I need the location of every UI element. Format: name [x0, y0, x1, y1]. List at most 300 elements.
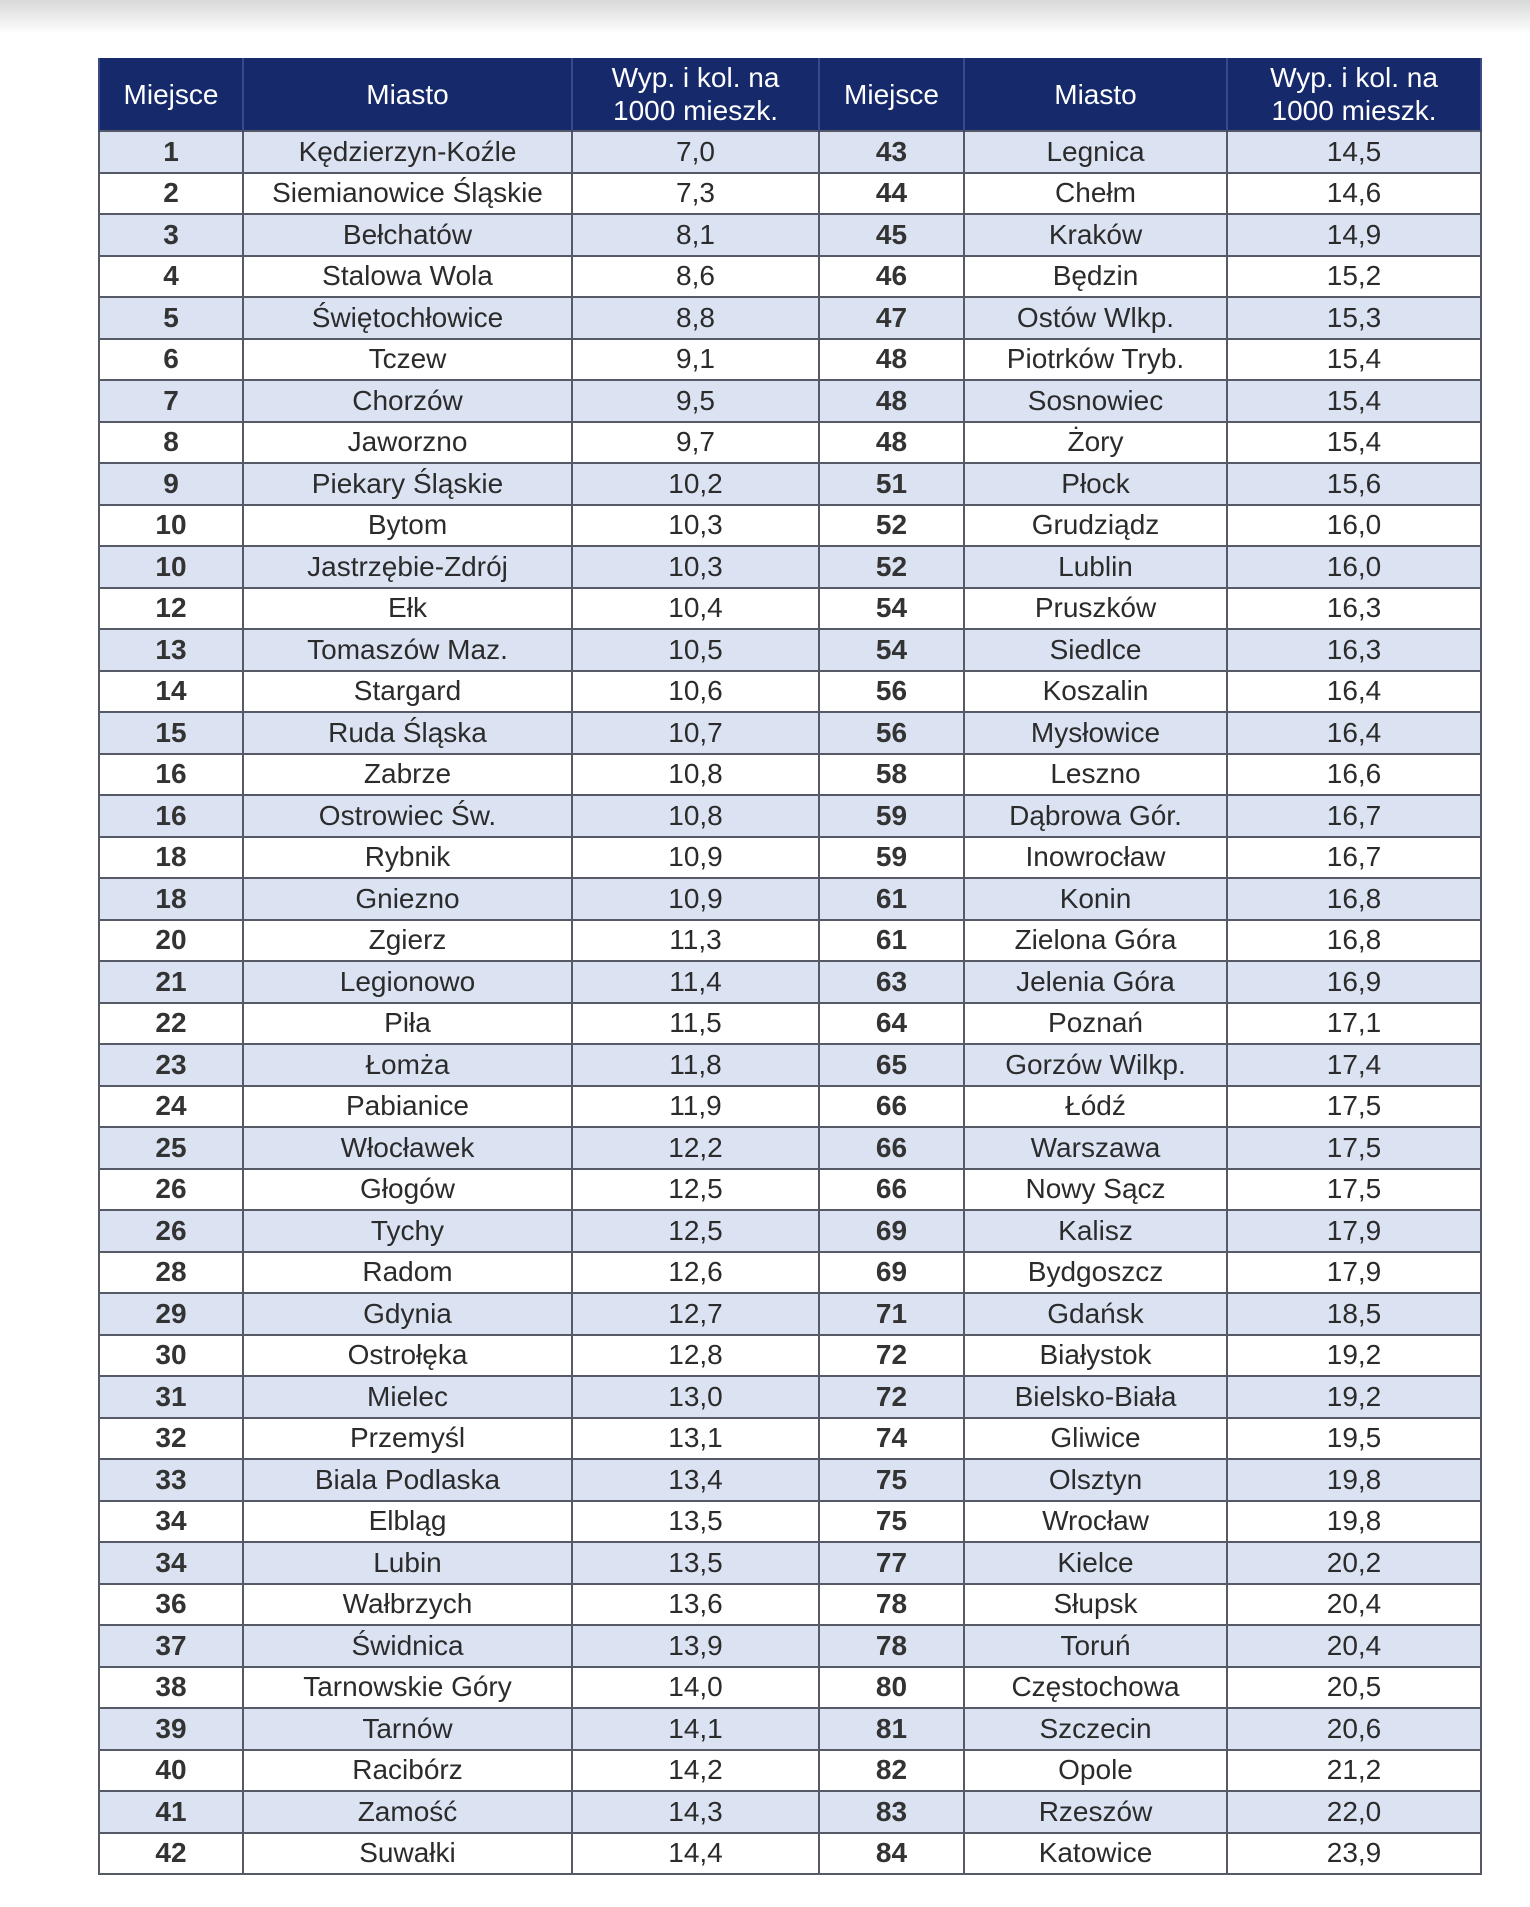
right-value-cell: 15,4 — [1227, 339, 1481, 381]
right-value-cell: 16,4 — [1227, 712, 1481, 754]
right-rank-cell: 65 — [819, 1044, 964, 1086]
right-city-cell: Białystok — [964, 1335, 1227, 1377]
header-value-line1: Wyp. i kol. na — [1270, 62, 1438, 93]
left-city-cell: Biala Podlaska — [243, 1459, 572, 1501]
header-city-left: Miasto — [243, 58, 572, 131]
left-value-cell: 13,6 — [572, 1584, 819, 1626]
left-city-cell: Rybnik — [243, 837, 572, 879]
right-city-cell: Jelenia Góra — [964, 961, 1227, 1003]
right-rank-cell: 44 — [819, 173, 964, 215]
left-city-cell: Tarnowskie Góry — [243, 1667, 572, 1709]
table-row — [99, 546, 1481, 588]
left-city-cell: Elbląg — [243, 1501, 572, 1543]
right-city-cell: Wrocław — [964, 1501, 1227, 1543]
left-value-cell: 14,3 — [572, 1791, 819, 1833]
right-value-cell: 14,9 — [1227, 214, 1481, 256]
right-value-cell: 16,6 — [1227, 754, 1481, 796]
left-city-cell: Kędzierzyn-Koźle — [243, 131, 572, 173]
table-row — [99, 339, 1481, 381]
right-value-cell: 19,8 — [1227, 1459, 1481, 1501]
left-rank-cell: 36 — [99, 1584, 243, 1626]
left-rank-cell: 29 — [99, 1293, 243, 1335]
top-shade — [0, 0, 1530, 34]
left-rank-cell: 23 — [99, 1044, 243, 1086]
right-city-cell: Legnica — [964, 131, 1227, 173]
right-city-cell: Rzeszów — [964, 1791, 1227, 1833]
left-value-cell: 8,6 — [572, 256, 819, 298]
right-value-cell: 17,4 — [1227, 1044, 1481, 1086]
right-value-cell: 22,0 — [1227, 1791, 1481, 1833]
right-rank-cell: 58 — [819, 754, 964, 796]
table-row — [99, 1833, 1481, 1875]
left-city-cell: Bytom — [243, 505, 572, 547]
right-value-cell: 16,7 — [1227, 795, 1481, 837]
right-rank-cell: 64 — [819, 1003, 964, 1045]
right-city-cell: Bydgoszcz — [964, 1252, 1227, 1294]
right-value-cell: 23,9 — [1227, 1833, 1481, 1875]
left-value-cell: 13,0 — [572, 1376, 819, 1418]
header-city-right: Miasto — [964, 58, 1227, 131]
right-value-cell: 16,7 — [1227, 837, 1481, 879]
right-city-cell: Gorzów Wilkp. — [964, 1044, 1227, 1086]
left-city-cell: Ruda Śląska — [243, 712, 572, 754]
table-row — [99, 463, 1481, 505]
right-city-cell: Poznań — [964, 1003, 1227, 1045]
right-city-cell: Lublin — [964, 546, 1227, 588]
right-value-cell: 18,5 — [1227, 1293, 1481, 1335]
right-city-cell: Konin — [964, 878, 1227, 920]
right-rank-cell: 72 — [819, 1376, 964, 1418]
left-value-cell: 8,8 — [572, 297, 819, 339]
right-rank-cell: 48 — [819, 339, 964, 381]
left-value-cell: 10,9 — [572, 878, 819, 920]
right-rank-cell: 66 — [819, 1169, 964, 1211]
right-city-cell: Nowy Sącz — [964, 1169, 1227, 1211]
table-row — [99, 878, 1481, 920]
left-rank-cell: 15 — [99, 712, 243, 754]
header-value-line1: Wyp. i kol. na — [611, 62, 780, 93]
left-value-cell: 7,0 — [572, 131, 819, 173]
right-value-cell: 17,5 — [1227, 1169, 1481, 1211]
left-rank-cell: 16 — [99, 754, 243, 796]
left-city-cell: Lubin — [243, 1542, 572, 1584]
table-header — [99, 58, 1481, 131]
left-rank-cell: 22 — [99, 1003, 243, 1045]
table-row — [99, 173, 1481, 215]
left-value-cell: 12,7 — [572, 1293, 819, 1335]
left-value-cell: 12,5 — [572, 1169, 819, 1211]
table-row — [99, 1293, 1481, 1335]
left-value-cell: 9,5 — [572, 380, 819, 422]
right-city-cell: Opole — [964, 1750, 1227, 1792]
right-city-cell: Siedlce — [964, 629, 1227, 671]
left-city-cell: Świętochłowice — [243, 297, 572, 339]
right-city-cell: Gdańsk — [964, 1293, 1227, 1335]
left-value-cell: 13,4 — [572, 1459, 819, 1501]
table-row — [99, 1127, 1481, 1169]
table-row — [99, 422, 1481, 464]
right-city-cell: Ostów Wlkp. — [964, 297, 1227, 339]
right-city-cell: Kalisz — [964, 1210, 1227, 1252]
right-value-cell: 16,8 — [1227, 878, 1481, 920]
right-rank-cell: 80 — [819, 1667, 964, 1709]
right-value-cell: 17,5 — [1227, 1127, 1481, 1169]
table-row — [99, 1667, 1481, 1709]
left-city-cell: Legionowo — [243, 961, 572, 1003]
right-rank-cell: 47 — [819, 297, 964, 339]
right-rank-cell: 51 — [819, 463, 964, 505]
left-value-cell: 10,4 — [572, 588, 819, 630]
right-city-cell: Sosnowiec — [964, 380, 1227, 422]
left-rank-cell: 2 — [99, 173, 243, 215]
left-rank-cell: 5 — [99, 297, 243, 339]
header-value-line2: 1000 mieszk. — [1271, 95, 1437, 126]
left-rank-cell: 18 — [99, 878, 243, 920]
left-city-cell: Ostrowiec Św. — [243, 795, 572, 837]
left-value-cell: 10,8 — [572, 795, 819, 837]
left-rank-cell: 20 — [99, 920, 243, 962]
right-city-cell: Koszalin — [964, 671, 1227, 713]
left-city-cell: Przemyśl — [243, 1418, 572, 1460]
left-rank-cell: 30 — [99, 1335, 243, 1377]
header-rank-left: Miejsce — [99, 58, 243, 131]
right-value-cell: 19,5 — [1227, 1418, 1481, 1460]
table-row — [99, 1335, 1481, 1377]
left-rank-cell: 10 — [99, 546, 243, 588]
left-city-cell: Tarnów — [243, 1708, 572, 1750]
left-city-cell: Włocławek — [243, 1127, 572, 1169]
left-city-cell: Suwałki — [243, 1833, 572, 1875]
right-value-cell: 14,5 — [1227, 131, 1481, 173]
right-city-cell: Szczecin — [964, 1708, 1227, 1750]
table-row — [99, 671, 1481, 713]
left-city-cell: Racibórz — [243, 1750, 572, 1792]
right-city-cell: Pruszków — [964, 588, 1227, 630]
left-value-cell: 13,1 — [572, 1418, 819, 1460]
right-city-cell: Leszno — [964, 754, 1227, 796]
left-rank-cell: 13 — [99, 629, 243, 671]
table-row — [99, 1459, 1481, 1501]
left-city-cell: Ełk — [243, 588, 572, 630]
ranking-table-container — [98, 58, 1480, 1875]
right-city-cell: Kielce — [964, 1542, 1227, 1584]
left-rank-cell: 18 — [99, 837, 243, 879]
left-rank-cell: 4 — [99, 256, 243, 298]
left-rank-cell: 42 — [99, 1833, 243, 1875]
right-rank-cell: 81 — [819, 1708, 964, 1750]
right-value-cell: 15,3 — [1227, 297, 1481, 339]
right-rank-cell: 69 — [819, 1210, 964, 1252]
right-value-cell: 20,2 — [1227, 1542, 1481, 1584]
right-value-cell: 20,4 — [1227, 1584, 1481, 1626]
left-value-cell: 7,3 — [572, 173, 819, 215]
right-rank-cell: 78 — [819, 1584, 964, 1626]
table-row — [99, 1418, 1481, 1460]
left-value-cell: 14,4 — [572, 1833, 819, 1875]
left-city-cell: Mielec — [243, 1376, 572, 1418]
right-city-cell: Częstochowa — [964, 1667, 1227, 1709]
table-row — [99, 1086, 1481, 1128]
left-city-cell: Pabianice — [243, 1086, 572, 1128]
left-rank-cell: 32 — [99, 1418, 243, 1460]
left-value-cell: 14,2 — [572, 1750, 819, 1792]
table-row — [99, 837, 1481, 879]
table-row — [99, 1584, 1481, 1626]
left-value-cell: 13,9 — [572, 1625, 819, 1667]
left-city-cell: Zgierz — [243, 920, 572, 962]
right-value-cell: 19,8 — [1227, 1501, 1481, 1543]
left-city-cell: Gdynia — [243, 1293, 572, 1335]
left-city-cell: Piekary Śląskie — [243, 463, 572, 505]
left-value-cell: 10,2 — [572, 463, 819, 505]
left-city-cell: Głogów — [243, 1169, 572, 1211]
left-value-cell: 13,5 — [572, 1501, 819, 1543]
right-value-cell: 20,4 — [1227, 1625, 1481, 1667]
left-rank-cell: 40 — [99, 1750, 243, 1792]
right-value-cell: 15,4 — [1227, 380, 1481, 422]
header-value-left — [572, 58, 819, 131]
left-value-cell: 8,1 — [572, 214, 819, 256]
left-city-cell: Tczew — [243, 339, 572, 381]
right-rank-cell: 54 — [819, 588, 964, 630]
left-city-cell: Gniezno — [243, 878, 572, 920]
left-value-cell: 12,5 — [572, 1210, 819, 1252]
right-city-cell: Chełm — [964, 173, 1227, 215]
right-city-cell: Dąbrowa Gór. — [964, 795, 1227, 837]
left-value-cell: 10,6 — [572, 671, 819, 713]
table-row — [99, 588, 1481, 630]
table-row — [99, 1501, 1481, 1543]
left-value-cell: 10,3 — [572, 546, 819, 588]
left-rank-cell: 34 — [99, 1542, 243, 1584]
right-rank-cell: 61 — [819, 878, 964, 920]
right-value-cell: 16,4 — [1227, 671, 1481, 713]
left-value-cell: 10,5 — [572, 629, 819, 671]
left-city-cell: Piła — [243, 1003, 572, 1045]
right-rank-cell: 43 — [819, 131, 964, 173]
right-rank-cell: 77 — [819, 1542, 964, 1584]
right-city-cell: Katowice — [964, 1833, 1227, 1875]
table-row — [99, 380, 1481, 422]
right-city-cell: Gliwice — [964, 1418, 1227, 1460]
right-rank-cell: 61 — [819, 920, 964, 962]
left-city-cell: Zabrze — [243, 754, 572, 796]
left-value-cell: 14,0 — [572, 1667, 819, 1709]
right-value-cell: 17,9 — [1227, 1252, 1481, 1294]
right-rank-cell: 59 — [819, 795, 964, 837]
right-city-cell: Łódź — [964, 1086, 1227, 1128]
left-value-cell: 11,5 — [572, 1003, 819, 1045]
right-rank-cell: 69 — [819, 1252, 964, 1294]
left-rank-cell: 31 — [99, 1376, 243, 1418]
right-value-cell: 17,9 — [1227, 1210, 1481, 1252]
right-rank-cell: 52 — [819, 546, 964, 588]
left-value-cell: 13,5 — [572, 1542, 819, 1584]
left-city-cell: Ostrołęka — [243, 1335, 572, 1377]
left-value-cell: 11,8 — [572, 1044, 819, 1086]
left-city-cell: Tomaszów Maz. — [243, 629, 572, 671]
right-rank-cell: 46 — [819, 256, 964, 298]
right-city-cell: Grudziądz — [964, 505, 1227, 547]
table-row — [99, 1003, 1481, 1045]
right-rank-cell: 48 — [819, 422, 964, 464]
header-row — [99, 58, 1481, 131]
left-rank-cell: 41 — [99, 1791, 243, 1833]
right-city-cell: Piotrków Tryb. — [964, 339, 1227, 381]
left-rank-cell: 16 — [99, 795, 243, 837]
right-value-cell: 19,2 — [1227, 1335, 1481, 1377]
table-row — [99, 712, 1481, 754]
table-row — [99, 1210, 1481, 1252]
ranking-table — [98, 58, 1482, 1875]
right-value-cell: 16,0 — [1227, 505, 1481, 547]
right-value-cell: 20,6 — [1227, 1708, 1481, 1750]
left-value-cell: 9,1 — [572, 339, 819, 381]
left-value-cell: 10,8 — [572, 754, 819, 796]
right-rank-cell: 56 — [819, 712, 964, 754]
right-rank-cell: 72 — [819, 1335, 964, 1377]
right-rank-cell: 71 — [819, 1293, 964, 1335]
right-rank-cell: 74 — [819, 1418, 964, 1460]
right-value-cell: 19,2 — [1227, 1376, 1481, 1418]
left-city-cell: Stalowa Wola — [243, 256, 572, 298]
left-city-cell: Stargard — [243, 671, 572, 713]
right-value-cell: 16,8 — [1227, 920, 1481, 962]
table-row — [99, 1252, 1481, 1294]
table-row — [99, 920, 1481, 962]
left-city-cell: Bełchatów — [243, 214, 572, 256]
right-value-cell: 16,0 — [1227, 546, 1481, 588]
left-city-cell: Łomża — [243, 1044, 572, 1086]
table-row — [99, 754, 1481, 796]
right-value-cell: 15,4 — [1227, 422, 1481, 464]
left-city-cell: Radom — [243, 1252, 572, 1294]
left-value-cell: 9,7 — [572, 422, 819, 464]
left-rank-cell: 26 — [99, 1169, 243, 1211]
right-rank-cell: 78 — [819, 1625, 964, 1667]
right-city-cell: Płock — [964, 463, 1227, 505]
right-rank-cell: 75 — [819, 1501, 964, 1543]
right-city-cell: Mysłowice — [964, 712, 1227, 754]
left-rank-cell: 14 — [99, 671, 243, 713]
left-rank-cell: 21 — [99, 961, 243, 1003]
left-city-cell: Siemianowice Śląskie — [243, 173, 572, 215]
table-row — [99, 256, 1481, 298]
right-value-cell: 16,3 — [1227, 588, 1481, 630]
left-value-cell: 10,7 — [572, 712, 819, 754]
header-value-line2: 1000 mieszk. — [613, 95, 778, 126]
left-rank-cell: 33 — [99, 1459, 243, 1501]
left-city-cell: Jastrzębie-Zdrój — [243, 546, 572, 588]
left-value-cell: 11,3 — [572, 920, 819, 962]
left-rank-cell: 12 — [99, 588, 243, 630]
left-rank-cell: 8 — [99, 422, 243, 464]
left-value-cell: 12,2 — [572, 1127, 819, 1169]
header-rank-right: Miejsce — [819, 58, 964, 131]
table-row — [99, 131, 1481, 173]
left-value-cell: 11,9 — [572, 1086, 819, 1128]
right-rank-cell: 54 — [819, 629, 964, 671]
left-city-cell: Świdnica — [243, 1625, 572, 1667]
table-row — [99, 1376, 1481, 1418]
table-row — [99, 629, 1481, 671]
right-rank-cell: 56 — [819, 671, 964, 713]
right-value-cell: 16,3 — [1227, 629, 1481, 671]
right-rank-cell: 63 — [819, 961, 964, 1003]
left-value-cell: 11,4 — [572, 961, 819, 1003]
right-city-cell: Kraków — [964, 214, 1227, 256]
right-value-cell: 15,2 — [1227, 256, 1481, 298]
right-rank-cell: 48 — [819, 380, 964, 422]
right-value-cell: 20,5 — [1227, 1667, 1481, 1709]
right-rank-cell: 84 — [819, 1833, 964, 1875]
table-row — [99, 1044, 1481, 1086]
left-rank-cell: 26 — [99, 1210, 243, 1252]
left-rank-cell: 28 — [99, 1252, 243, 1294]
right-city-cell: Słupsk — [964, 1584, 1227, 1626]
left-value-cell: 10,3 — [572, 505, 819, 547]
right-rank-cell: 66 — [819, 1086, 964, 1128]
left-rank-cell: 25 — [99, 1127, 243, 1169]
left-value-cell: 10,9 — [572, 837, 819, 879]
right-city-cell: Zielona Góra — [964, 920, 1227, 962]
left-rank-cell: 24 — [99, 1086, 243, 1128]
right-rank-cell: 59 — [819, 837, 964, 879]
right-city-cell: Olsztyn — [964, 1459, 1227, 1501]
left-rank-cell: 39 — [99, 1708, 243, 1750]
table-row — [99, 297, 1481, 339]
table-row — [99, 214, 1481, 256]
right-city-cell: Inowrocław — [964, 837, 1227, 879]
right-value-cell: 17,5 — [1227, 1086, 1481, 1128]
right-value-cell: 15,6 — [1227, 463, 1481, 505]
right-value-cell: 16,9 — [1227, 961, 1481, 1003]
right-rank-cell: 66 — [819, 1127, 964, 1169]
right-city-cell: Bielsko-Biała — [964, 1376, 1227, 1418]
left-rank-cell: 38 — [99, 1667, 243, 1709]
table-row — [99, 795, 1481, 837]
right-value-cell: 14,6 — [1227, 173, 1481, 215]
table-row — [99, 505, 1481, 547]
left-city-cell: Zamość — [243, 1791, 572, 1833]
left-value-cell: 12,8 — [572, 1335, 819, 1377]
right-city-cell: Będzin — [964, 256, 1227, 298]
left-value-cell: 14,1 — [572, 1708, 819, 1750]
right-rank-cell: 75 — [819, 1459, 964, 1501]
right-value-cell: 17,1 — [1227, 1003, 1481, 1045]
table-row — [99, 1750, 1481, 1792]
table-row — [99, 1169, 1481, 1211]
right-rank-cell: 52 — [819, 505, 964, 547]
right-city-cell: Warszawa — [964, 1127, 1227, 1169]
left-rank-cell: 1 — [99, 131, 243, 173]
right-rank-cell: 83 — [819, 1791, 964, 1833]
left-rank-cell: 10 — [99, 505, 243, 547]
right-rank-cell: 45 — [819, 214, 964, 256]
table-row — [99, 1542, 1481, 1584]
right-value-cell: 21,2 — [1227, 1750, 1481, 1792]
left-city-cell: Chorzów — [243, 380, 572, 422]
table-row — [99, 961, 1481, 1003]
left-city-cell: Tychy — [243, 1210, 572, 1252]
left-rank-cell: 7 — [99, 380, 243, 422]
left-value-cell: 12,6 — [572, 1252, 819, 1294]
left-city-cell: Jaworzno — [243, 422, 572, 464]
table-row — [99, 1791, 1481, 1833]
right-rank-cell: 82 — [819, 1750, 964, 1792]
left-rank-cell: 34 — [99, 1501, 243, 1543]
right-city-cell: Toruń — [964, 1625, 1227, 1667]
